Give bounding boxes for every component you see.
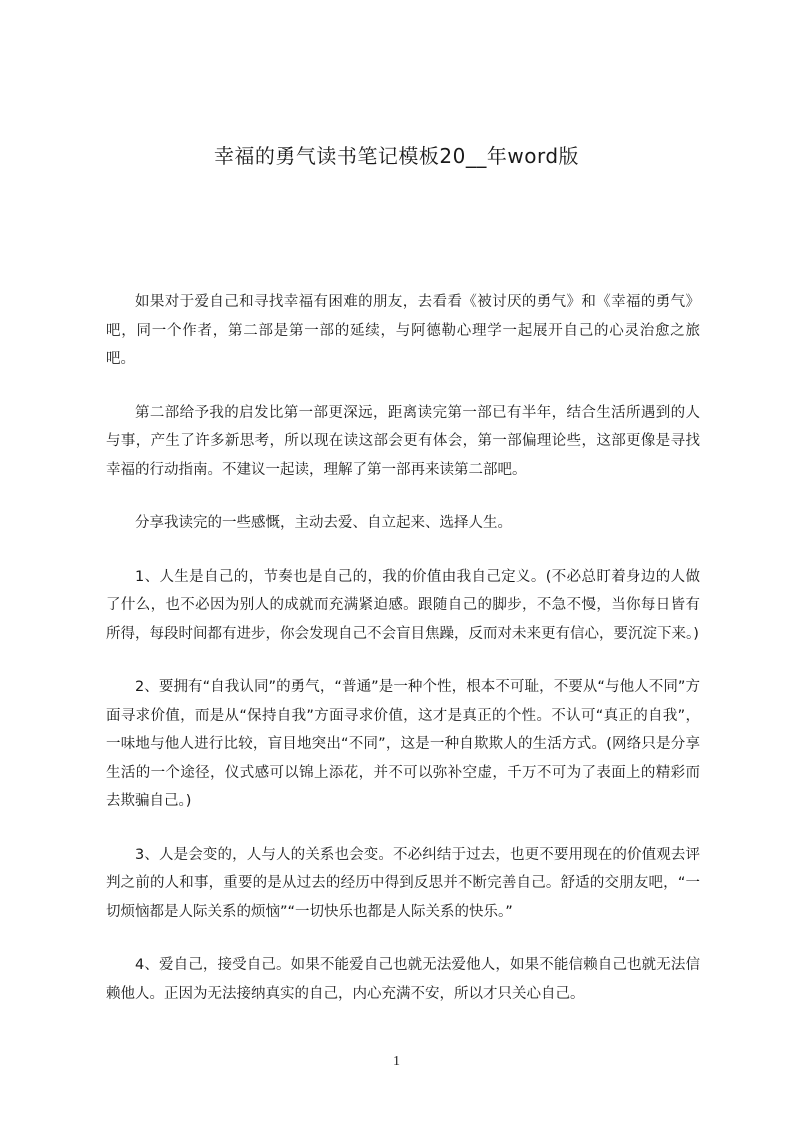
paragraph-point-3: 3、人是会变的，人与人的关系也会变。不必纠结于过去，也更不要用现在的价值观去评判之前的人和事，重要的是从过去的经历中得到反思并不断完善自己。舒适的交朋友吧，“一切烦恼都是人际关系的烦恼”“一切快乐也都是人际关系的快乐。” [106,846,700,920]
paragraph-point-4: 4、爱自己，接受自己。如果不能爱自己也就无法爱他人，如果不能信赖自己也就无法信赖他人。正因为无法接纳真实的自己，内心充满不安，所以才只关心自己。 [106,957,700,1002]
document-title: 幸福的勇气读书笔记模板20__年word版 [213,144,580,168]
paragraph-point-2: 2、要拥有“自我认同”的勇气，“普通”是一种个性，根本不可耻，不要从“与他人不同”方面寻求价值，而是从“保持自我”方面寻求价值，这才是真正的个性。不认可“真正的自我”，一味地与他人进行比较，盲目地突出“不同”，这是一种自欺欺人的生活方式。(网络只是分享生活的一个途径，仪式感可以锦上添花，并不可以弥补空虚，千万不可为了表面上的精彩而去欺骗自己。) [106,679,700,809]
paragraph-point-1: 1、人生是自己的，节奏也是自己的，我的价值由我自己定义。(不必总盯着身边的人做了什么，也不必因为别人的成就而充满紧迫感。跟随自己的脚步，不急不慢，当你每日皆有所得，每段时间都有进步，你会发现自己不会盲目焦躁，反而对未来更有信心，要沉淀下来。) [106,568,700,642]
paragraph-inspiration: 第二部给予我的启发比第一部更深远，距离读完第一部已有半年，结合生活所遇到的人与事，产生了许多新思考，所以现在读这部会更有体会，第一部偏理论些，这部更像是寻找幸福的行动指南。不建议一起读，理解了第一部再来读第二部吧。 [106,404,700,478]
page-number: 1 [393,1054,400,1069]
paragraph-summary: 分享我读完的一些感慨，主动去爱、自立起来、选择人生。 [135,515,512,531]
document-body [106,288,700,1033]
paragraph-intro: 如果对于爱自己和寻找幸福有困难的朋友，去看看《被讨厌的勇气》和《幸福的勇气》吧，同一个作者，第二部是第一部的延续，与阿德勒心理学一起展开自己的心灵治愈之旅吧。 [106,294,700,367]
